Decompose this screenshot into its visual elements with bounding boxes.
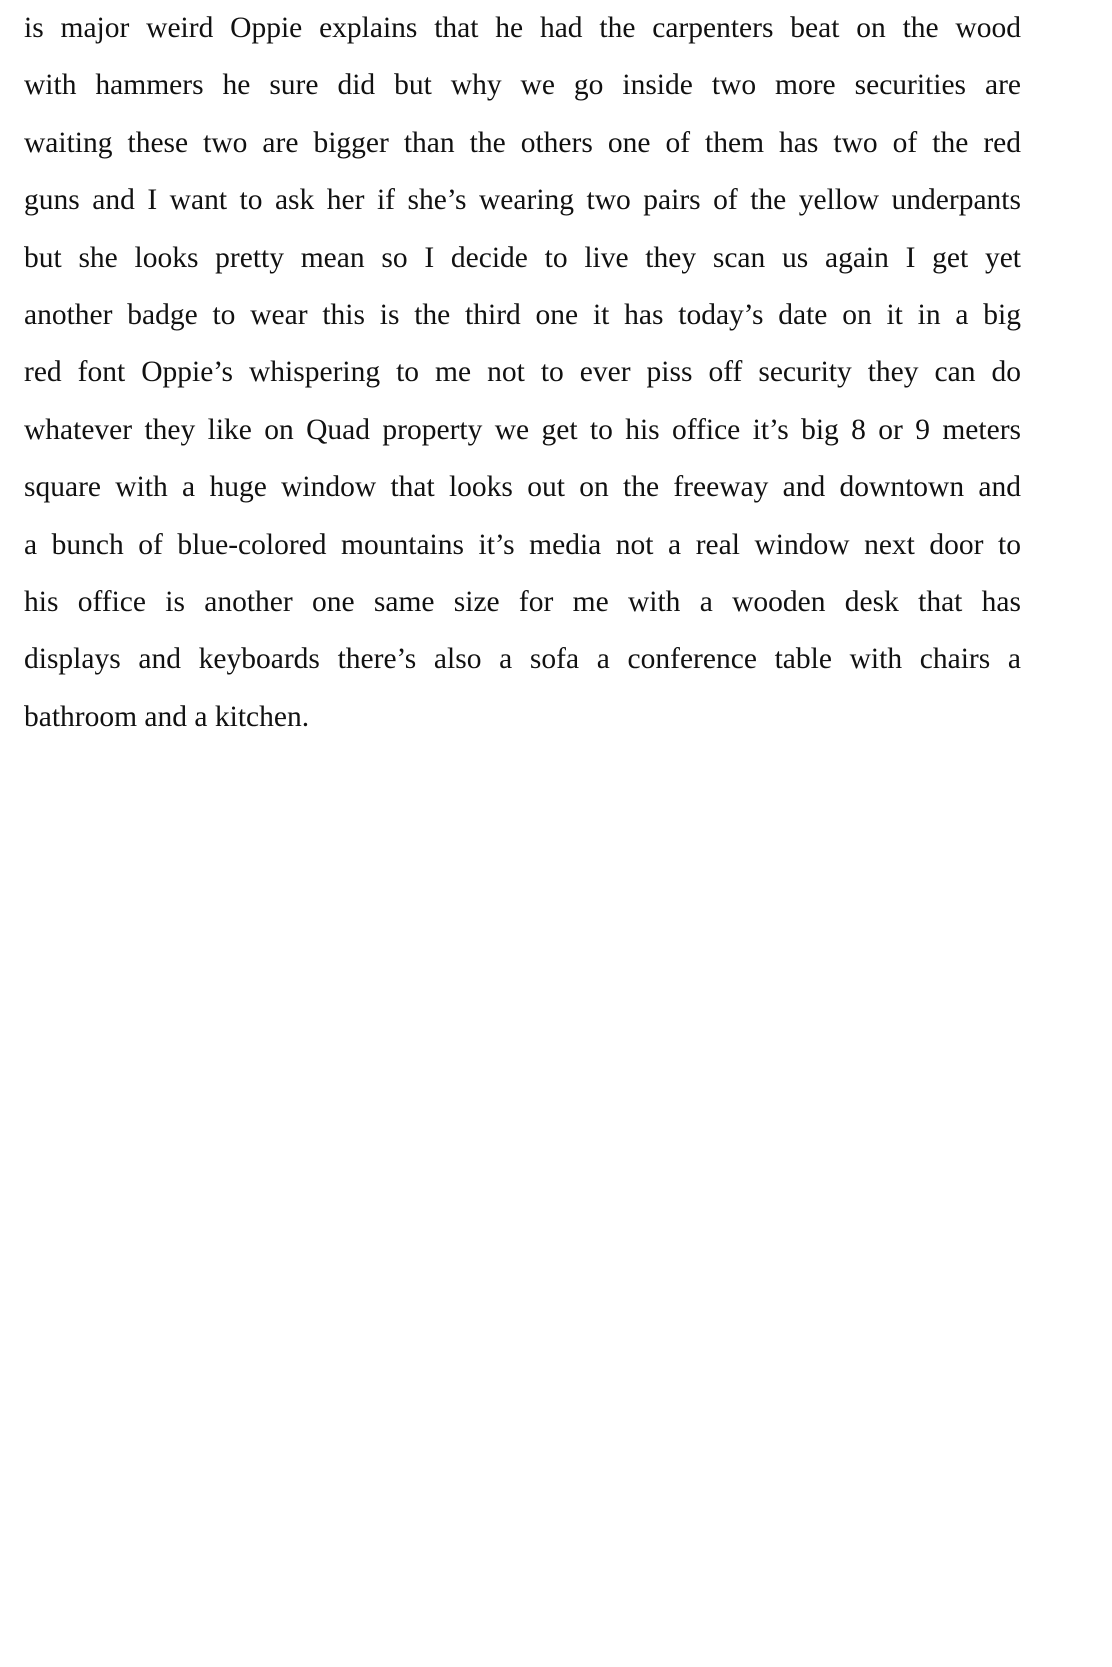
- text-line: is major weird Oppie explains that he had the carpenters beat on the wood: [24, 12, 1021, 44]
- text-line: but she looks pretty mean so I decide to live they scan us again I get yet: [24, 241, 1021, 274]
- text-line: bathroom and a kitchen.: [24, 700, 310, 733]
- text-line: red font Oppie’s whispering to me not to ever piss off security they can do: [24, 356, 1021, 389]
- text-line: square with a huge window that looks out on the freeway and downtown and: [24, 471, 1021, 504]
- text-line: displays and keyboards there’s also a sofa a conference table with chairs a: [24, 643, 1021, 676]
- text-line: with hammers he sure did but why we go inside two more securities are: [24, 69, 1021, 102]
- text-line: a bunch of blue-colored mountains it’s media not a real window next door to: [24, 528, 1021, 561]
- text-line: whatever they like on Quad property we get to his office it’s big 8 or 9 meters: [24, 413, 1021, 446]
- text-line: waiting these two are bigger than the others one of them has two of the red: [24, 126, 1021, 159]
- document-page: [24, 0, 1021, 746]
- text-line: guns and I want to ask her if she’s wearing two pairs of the yellow underpants: [24, 184, 1021, 217]
- text-line: his office is another one same size for me with a wooden desk that has: [24, 585, 1021, 618]
- text-line: another badge to wear this is the third one it has today’s date on it in a big: [24, 298, 1021, 331]
